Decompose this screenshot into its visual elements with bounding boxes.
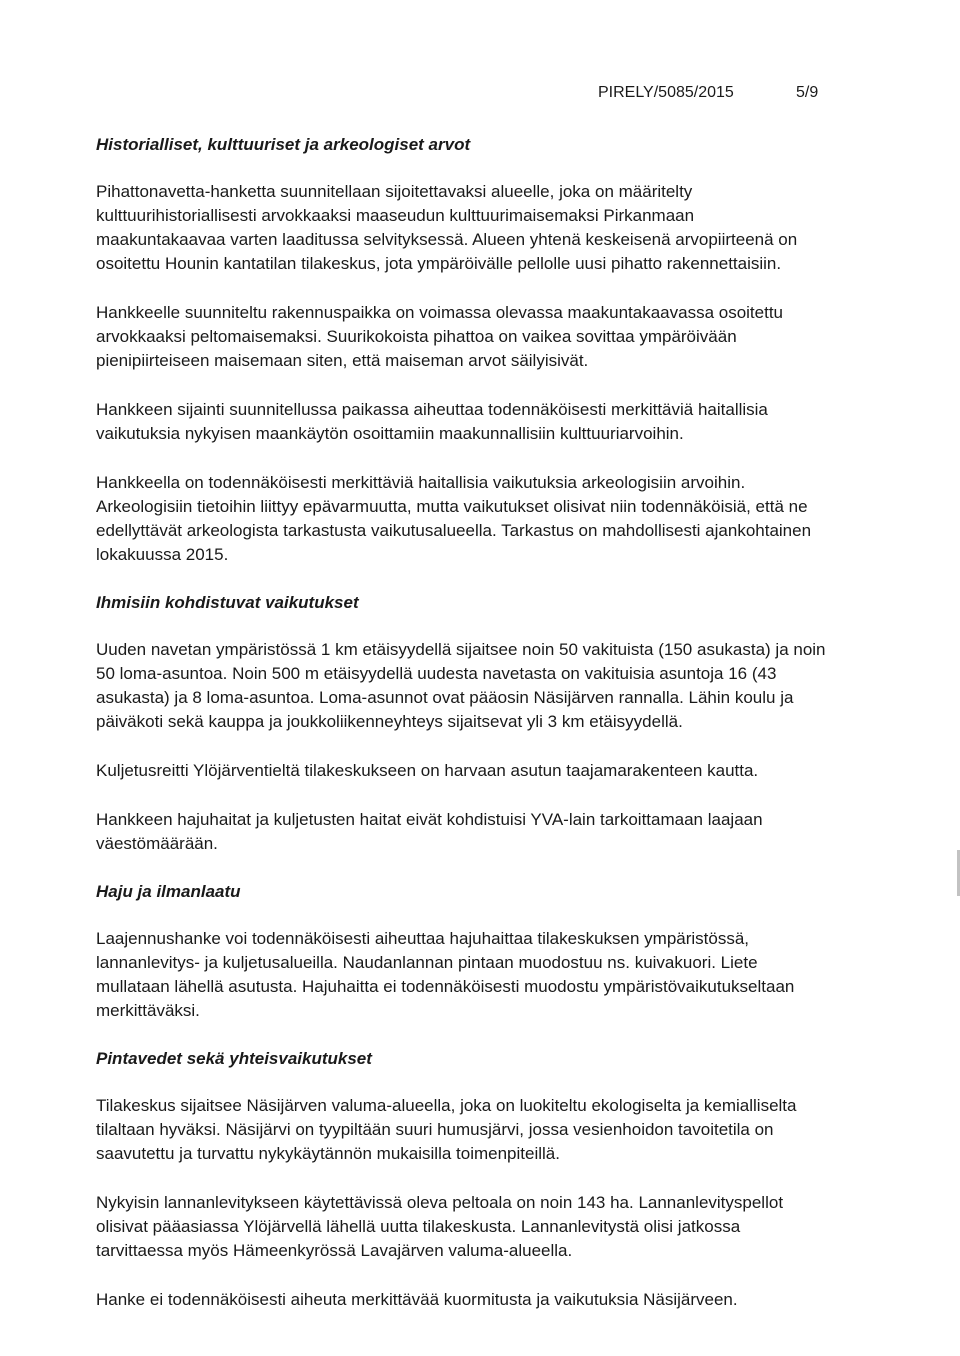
section-heading: Historialliset, kulttuuriset ja arkeologiset arvot: [96, 135, 471, 154]
page-number: 5/9: [796, 84, 819, 101]
section-heading: Pintavedet sekä yhteisvaikutukset: [96, 1049, 372, 1068]
paragraph: Laajennushanke voi todennäköisesti aiheuttaa hajuhaittaa tilakeskuksen ympäristössä, lannanlevitys- ja kuljetusalueilla. Naudanlannan pintaan muodostuu ns. kuivakuori. Liete mullataan lähellä asutusta. Hajuhaitta ei todennäköisesti muodostu ympäristövaikutukseltaan merkittäväksi.: [96, 929, 795, 1020]
section-human-impacts: [96, 592, 826, 856]
paragraph: Hankkeelle suunniteltu rakennuspaikka on voimassa olevassa maakuntakaavassa osoitettu arvokkaaksi peltomaisemaksi. Suurikokoista pihattoa on vaikea sovittaa ympäröivään pienipiirteiseen maisemaan siten, että maiseman arvot säilyisivät.: [96, 303, 784, 370]
page-header: [0, 84, 960, 106]
paragraph: Nykyisin lannanlevitykseen käytettävissä oleva peltoala on noin 143 ha. Lannanlevityspellot olisivat pääasiassa Ylöjärvellä lähellä uutta tilakeskusta. Lannanlevitystä olisi jatkossa tarvittaessa myös Hämeenkyrössä Lavajärven valuma-alueella.: [96, 1193, 784, 1260]
section-odour-air-quality: [96, 881, 826, 1023]
section-heading: Haju ja ilmanlaatu: [96, 882, 241, 901]
paragraph: Hankkeen sijainti suunnitellussa paikassa aiheuttaa todennäköisesti merkittäviä haitallisia vaikutuksia nykyisen maankäytön osoittamiin maakunnallisiin kulttuuriarvoihin.: [96, 400, 768, 443]
paragraph: Tilakeskus sijaitsee Näsijärven valuma-alueella, joka on luokiteltu ekologiselta ja kemialliselta tilaltaan hyväksi. Näsijärvi on tyypiltään suuri humusjärvi, jossa vesienhoidon tavoitetila on saavutettu ja turvattu nykykäytännön mukaisilla toimenpiteillä.: [96, 1096, 797, 1163]
paragraph: Pihattonavetta-hanketta suunnitellaan sijoitettavaksi alueelle, joka on määritelty kulttuurihistoriallisesti arvokkaaksi maaseudun kulttuurimaisemaksi Pirkanmaan maakuntakaavaa varten laaditussa selvityksessä. Alueen yhtenä keskeisenä arvopiirteenä on osoitettu Hounin kantatilan tilakeskus, jota ympäröivälle pellolle uusi pihatto rakennettaisiin.: [96, 182, 798, 273]
section-heading: Ihmisiin kohdistuvat vaikutukset: [96, 593, 359, 612]
paragraph: Hanke ei todennäköisesti aiheuta merkittävää kuormitusta ja vaikutuksia Näsijärveen.: [96, 1290, 738, 1309]
section-surface-waters: [96, 1048, 826, 1312]
document-body: [96, 134, 826, 1337]
paragraph: Hankkeella on todennäköisesti merkittäviä haitallisia vaikutuksia arkeologisiin arvoihin. Arkeologisiin tietoihin liittyy epävarmuutta, mutta vaikutukset olisivat niin todennäköisiä, että ne edellyttävät arkeologista tarkastusta vaikutusalueella. Tarkastus on mahdollisesti ajankohtainen lokakuussa 2015.: [96, 473, 812, 564]
section-historical-values: [96, 134, 826, 567]
paragraph: Uuden navetan ympäristössä 1 km etäisyydellä sijaitsee noin 50 vakituista (150 asukasta) ja noin 50 loma-asuntoa. Noin 500 m etäisyydellä uudesta navetasta on vakituisia asuntoja 16 (43 asukasta) ja 8 loma-asuntoa. Loma-asunnot ovat pääosin Näsijärven rannalla. Lähin koulu ja päiväkoti sekä kauppa ja joukkoliikenneyhteys sijaitsevat yli 3 km etäisyydellä.: [96, 640, 826, 731]
paragraph: Hankkeen hajuhaitat ja kuljetusten haitat eivät kohdistuisi YVA-lain tarkoittamaan laajaan väestömäärään.: [96, 810, 763, 853]
paragraph: Kuljetusreitti Ylöjärventieltä tilakeskukseen on harvaan asutun taajamarakenteen kautta.: [96, 761, 759, 780]
document-id: PIRELY/5085/2015: [598, 84, 734, 101]
